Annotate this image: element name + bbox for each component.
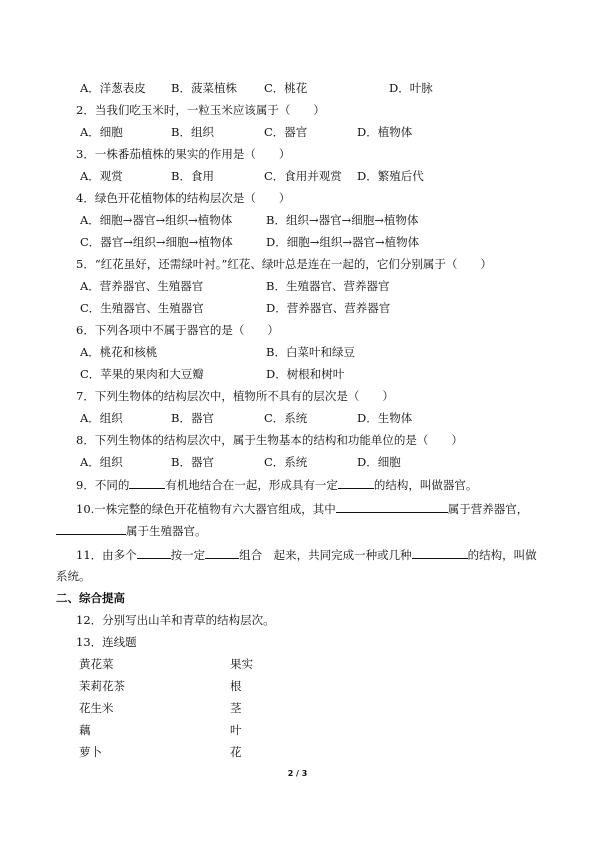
q3-option-d: D．繁殖后代: [357, 169, 424, 183]
q7-option-c: C．系统: [264, 411, 308, 425]
q7-option-a: A．组织: [80, 411, 123, 425]
q2-option-a: A．细胞: [80, 125, 123, 139]
q11-blank-1[interactable]: [137, 546, 171, 559]
q13-left-item-3[interactable]: 花生米: [79, 701, 114, 715]
section-2-title: 二、综合提高: [56, 591, 125, 605]
q9-stem: [76, 476, 477, 493]
q1-option-d: D．叶脉: [389, 81, 433, 95]
q1-option-a: A．洋葱表皮: [80, 81, 146, 95]
q4-stem: 4．绿色开花植物体的结构层次是（ ）: [76, 191, 291, 205]
q11-text-3: 组合 起来，共同完成一种或几种: [239, 548, 412, 562]
q8-option-a: A．组织: [80, 455, 123, 469]
q11-blank-3[interactable]: [412, 546, 468, 559]
page-number: 2 / 3: [287, 769, 308, 778]
q8-stem: 8．下列生物体的结构层次中，属于生物基本的结构和功能单位的是（ ）: [76, 433, 463, 447]
q8-option-b: B．器官: [171, 455, 214, 469]
q6-option-d: D．树根和树叶: [266, 367, 345, 381]
q5-option-c: C．生殖器官、生殖器官: [80, 301, 204, 315]
q6-option-c: C．苹果的果肉和大豆瓣: [80, 367, 204, 381]
q2-option-d: D．植物体: [357, 125, 413, 139]
q7-option-d: D．生物体: [357, 411, 413, 425]
q13-left-item-4[interactable]: 藕: [79, 723, 91, 737]
q4-option-b: B．组织→器官→细胞→植物体: [266, 213, 419, 227]
q9-text-3: 的结构，叫做器官。: [373, 478, 478, 492]
q12-stem: 12．分别写出山羊和青草的结构层次。: [76, 613, 275, 627]
q2-option-c: C．器官: [264, 125, 308, 139]
q3-option-c: C．食用并观赏: [264, 169, 342, 183]
q13-left-item-1[interactable]: 黄花菜: [79, 657, 114, 671]
q11-text-4: 的结构，叫做: [467, 548, 537, 562]
q13-right-item-2[interactable]: 根: [230, 679, 242, 693]
q8-option-c: C．系统: [264, 455, 308, 469]
q4-option-c: C．器官→组织→细胞→植物体: [80, 235, 233, 249]
q8-option-d: D．细胞: [357, 455, 401, 469]
q6-option-b: B．白菜叶和绿豆: [266, 345, 355, 359]
q10-stem-line1: [76, 500, 528, 517]
q1-option-b: B．菠菜植株: [171, 81, 237, 95]
q10-blank-2[interactable]: [56, 522, 126, 535]
q13-right-item-3[interactable]: 茎: [230, 701, 242, 715]
q13-right-item-4[interactable]: 叶: [230, 723, 242, 737]
q6-stem: 6．下列各项中不属于器官的是（ ）: [76, 323, 279, 337]
q13-right-item-5[interactable]: 花: [230, 745, 242, 759]
q11-stem-line2: 系统。: [56, 569, 91, 583]
q10-text-2: 属于营养器官，: [447, 502, 529, 516]
q13-left-item-2[interactable]: 茉莉花茶: [79, 679, 125, 693]
q7-option-b: B．器官: [171, 411, 214, 425]
q5-option-b: B．生殖器官、营养器官: [266, 279, 390, 293]
q13-right-item-1[interactable]: 果实: [230, 657, 253, 671]
q10-stem-line2: [56, 522, 207, 539]
q13-stem: 13．连线题: [76, 635, 137, 649]
q3-option-b: B．食用: [171, 169, 214, 183]
q11-text-1: 11．由多个: [76, 548, 137, 562]
q11-stem-line1: [76, 546, 537, 563]
q1-option-c: C．桃花: [264, 81, 308, 95]
q2-option-b: B．组织: [171, 125, 214, 139]
q11-text-2: 按一定: [170, 548, 206, 562]
q10-text-1: 10.一株完整的绿色开花植物有六大器官组成，其中: [76, 502, 336, 516]
q9-text-2: 有机地结合在一起，形成具有一定: [165, 478, 338, 492]
q7-stem: 7．下列生物体的结构层次中，植物所不具有的层次是（ ）: [76, 389, 394, 403]
q10-text-3: 属于生殖器官。: [126, 524, 207, 538]
q13-left-item-5[interactable]: 萝卜: [79, 745, 102, 759]
q2-stem: 2．当我们吃玉米时，一粒玉米应该属于（ ）: [76, 103, 325, 117]
q6-option-a: A．桃花和核桃: [80, 345, 158, 359]
q3-stem: 3．一株番茄植株的果实的作用是（ ）: [76, 147, 291, 161]
q9-blank-2[interactable]: [338, 476, 374, 489]
q10-blank-1[interactable]: [336, 500, 448, 513]
q3-option-a: A．观赏: [80, 169, 123, 183]
q4-option-a: A．细胞→器官→组织→植物体: [80, 213, 233, 227]
q11-blank-2[interactable]: [205, 546, 239, 559]
q5-option-d: D．营养器官、营养器官: [266, 301, 391, 315]
q4-option-d: D．细胞→组织→器官→植物体: [266, 235, 420, 249]
q9-text-1: 9．不同的: [76, 478, 130, 492]
q5-option-a: A．营养器官、生殖器官: [80, 279, 204, 293]
q9-blank-1[interactable]: [129, 476, 165, 489]
q5-stem: 5．“红花虽好，还需绿叶衬。”红花、绿叶总是连在一起的，它们分别属于（ ）: [76, 257, 492, 271]
